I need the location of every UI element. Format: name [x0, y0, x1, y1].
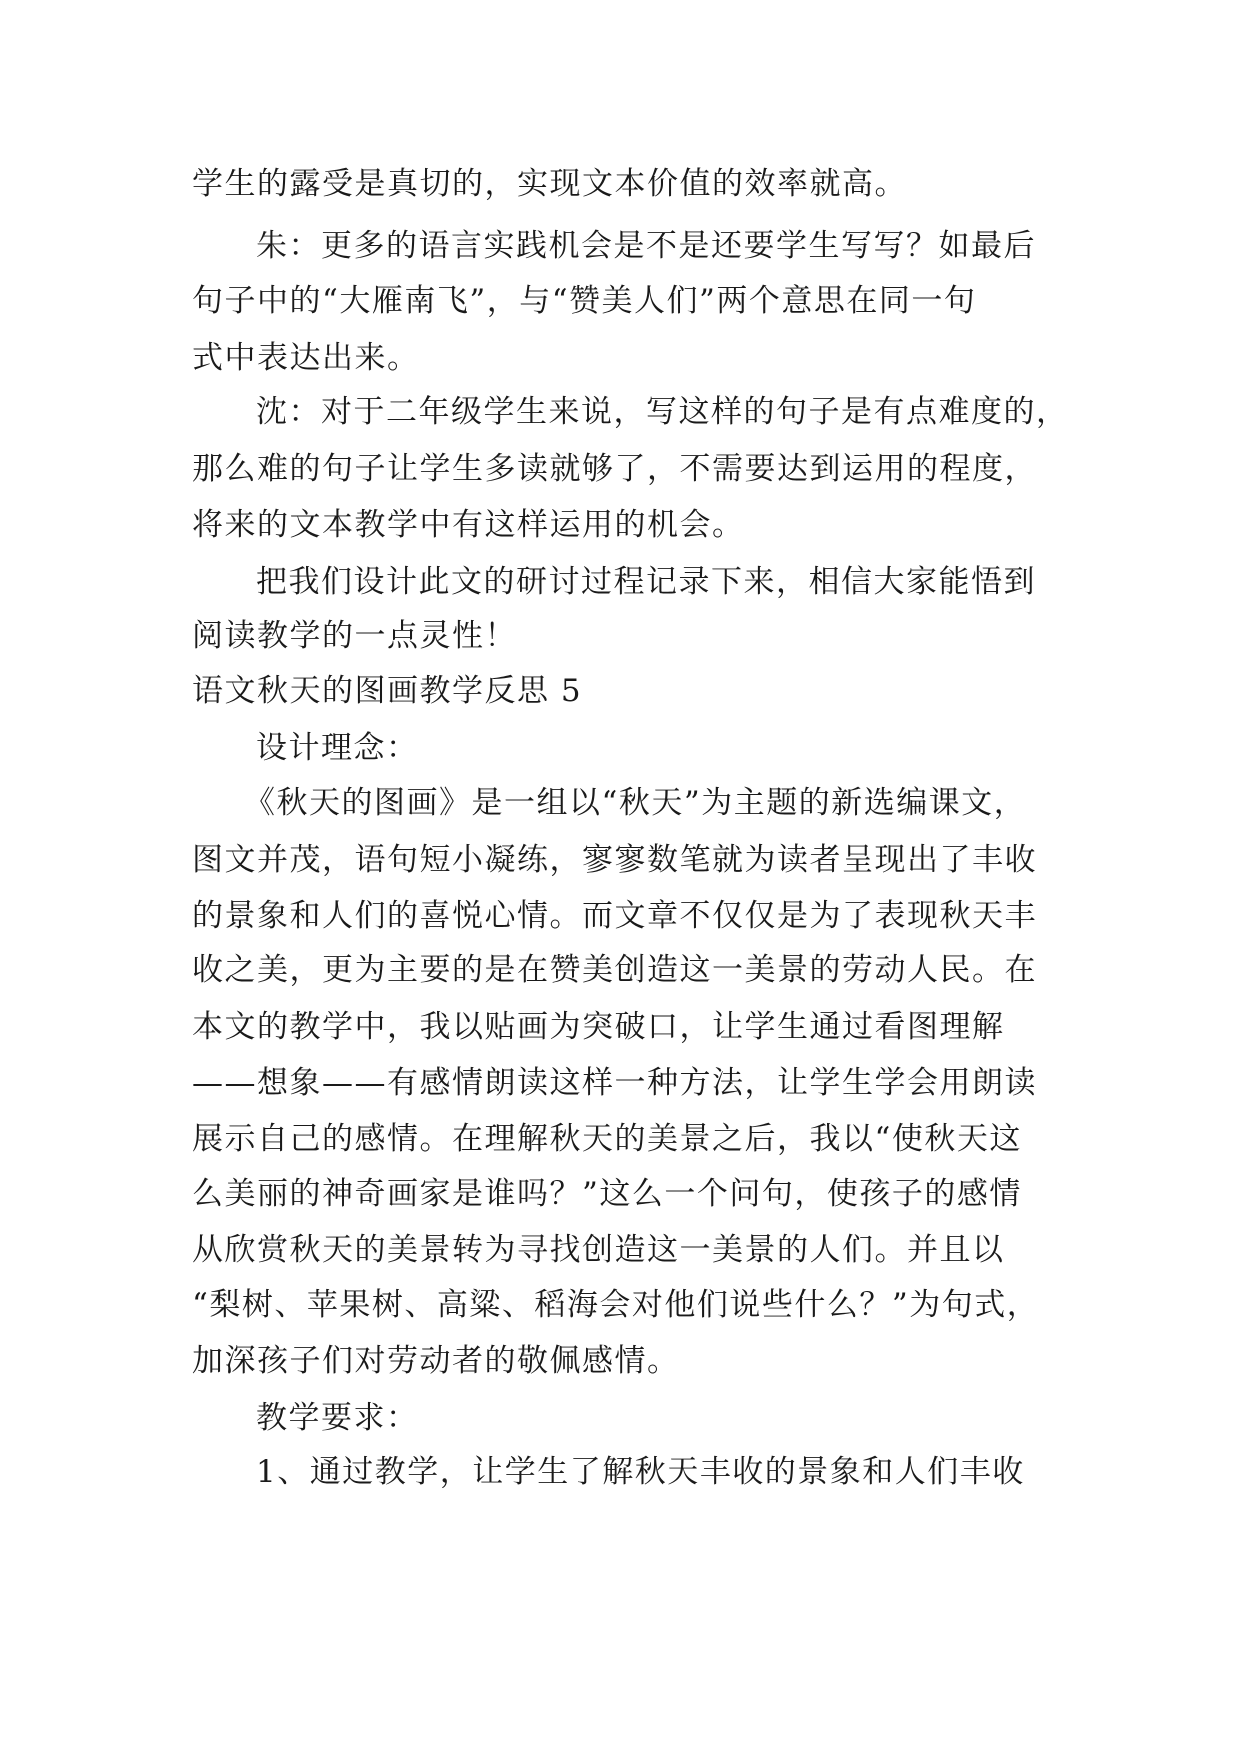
text-line: 从欣赏秋天的美景转为寻找创造这一美景的人们。并且以 — [192, 1232, 1005, 1268]
text-line: 句子中的“大雁南飞”，与“赞美人们”两个意思在同一句 — [192, 283, 977, 319]
text-line: 么美丽的神奇画家是谁吗？”这么一个问句，使孩子的感情 — [192, 1176, 1022, 1212]
text-line: 加深孩子们对劳动者的敬佩感情。 — [192, 1343, 680, 1379]
text-line: 阅读教学的一点灵性！ — [192, 618, 517, 654]
text-line: 沈：对于二年级学生来说，写这样的句子是有点难度的， — [256, 394, 1069, 430]
subheading: 教学要求： — [256, 1400, 419, 1436]
text-line: 展示自己的感情。在理解秋天的美景之后，我以“使秋天这 — [192, 1121, 1022, 1157]
text-line: ——想象——有感情朗读这样一种方法，让学生学会用朗读 — [192, 1065, 1037, 1101]
text-line: 将来的文本教学中有这样运用的机会。 — [192, 507, 745, 543]
subheading: 设计理念： — [256, 730, 419, 766]
text-line: 式中表达出来。 — [192, 340, 420, 376]
text-line: 把我们设计此文的研讨过程记录下来，相信大家能悟到 — [256, 564, 1036, 600]
text-line: 图文并茂，语句短小凝练，寥寥数笔就为读者呈现出了丰收 — [192, 842, 1037, 878]
text-line: 本文的教学中，我以贴画为突破口，让学生通过看图理解 — [192, 1009, 1005, 1045]
text-line: “梨树、苹果树、高粱、稻海会对他们说些什么？”为句式， — [192, 1287, 1040, 1323]
text-line: 学生的露受是真切的，实现文本价值的效率就高。 — [192, 166, 907, 202]
text-line: 朱：更多的语言实践机会是不是还要学生写写？如最后 — [256, 228, 1036, 264]
section-heading: 语文秋天的图画教学反思 5 — [192, 673, 583, 709]
text-line: 的景象和人们的喜悦心情。而文章不仅仅是为了表现秋天丰 — [192, 898, 1037, 934]
text-line: 收之美，更为主要的是在赞美创造这一美景的劳动人民。在 — [192, 952, 1037, 988]
text-line: 《秋天的图画》是一组以“秋天”为主题的新选编课文， — [244, 785, 1027, 821]
text-line: 1、通过教学，让学生了解秋天丰收的景象和人们丰收 — [256, 1454, 1025, 1490]
text-line: 那么难的句子让学生多读就够了，不需要达到运用的程度， — [192, 451, 1037, 487]
